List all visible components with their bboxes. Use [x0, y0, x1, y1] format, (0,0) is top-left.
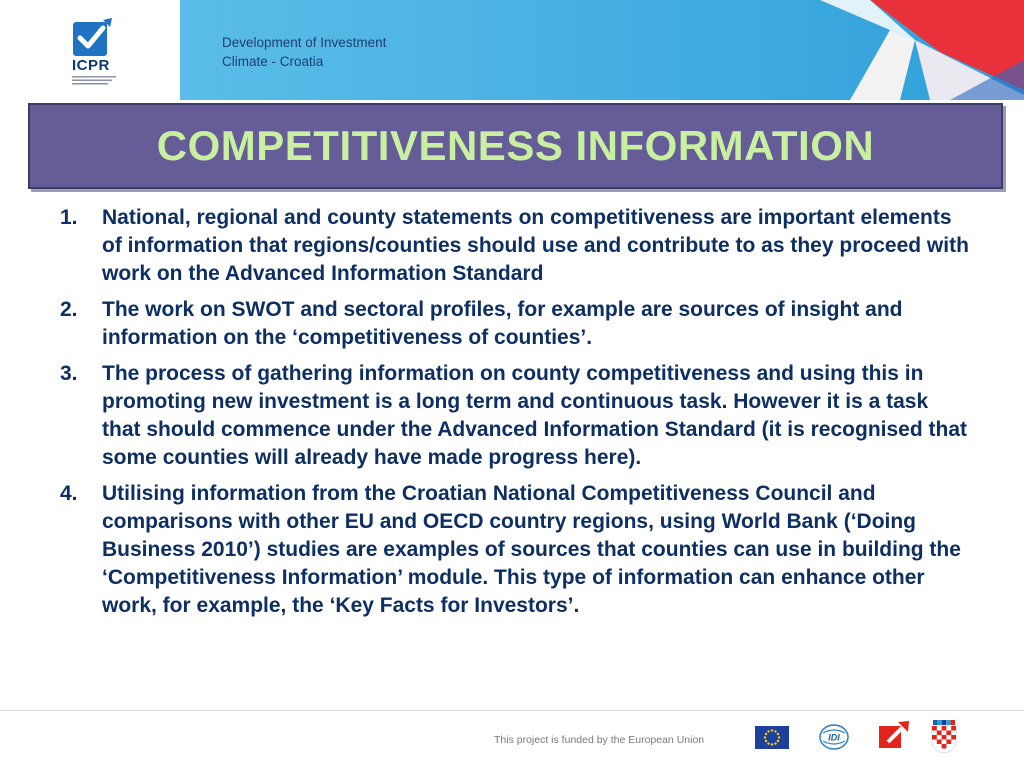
ida-logo-icon	[819, 724, 849, 750]
croatian-flag-decoration	[700, 0, 1024, 100]
list-item-text: The work on SWOT and sectoral profiles, for example are sources of insight and information on the ‘competitiveness of counties’.	[102, 298, 903, 349]
logo-text: ICPR	[72, 57, 110, 74]
logo-panel	[0, 0, 180, 100]
ida-logo-text: IDI	[828, 732, 840, 743]
list-item-number: 1.	[60, 206, 78, 229]
icpr-checkmark-icon	[73, 18, 113, 58]
list-item-text: Utilising information from the Croatian National Competitiveness Council and comparisons with other EU and OECD country regions, using World Bank (‘Doing Business 2010’) studies are examples of sources that counties can use in building the ‘Competitiveness Information’ module. This type of information can enhance other work, for example, the ‘Key Facts for Investors’.	[102, 482, 961, 617]
list-item	[60, 204, 970, 288]
slide-title: COMPETITIVENESS INFORMATION	[156, 122, 875, 169]
content-list	[60, 204, 970, 628]
footer-divider	[0, 710, 1024, 711]
list-item	[60, 480, 970, 620]
header-title	[222, 33, 386, 71]
list-item-text: National, regional and county statements on competitiveness are important elements of information that regions/counties should use and contribute to as they proceed with work on the Advanced Information Standard	[102, 206, 969, 285]
list-item-text: The process of gathering information on county competitiveness and using this in promoting new investment is a long term and continuous task. However it is a task that should commence under the Advanced Information Standard (it is recognised that some counties will already have made progress here).	[102, 362, 967, 469]
red-arrow-logo-icon	[878, 720, 910, 752]
croatian-crest-icon	[931, 720, 957, 754]
logo-subtitle-lines	[72, 75, 120, 85]
header-title-line2: Climate - Croatia	[222, 54, 324, 69]
header-title-line1: Development of Investment	[222, 35, 387, 50]
list-item	[60, 296, 970, 352]
header	[0, 0, 1024, 100]
eu-flag-icon	[755, 726, 789, 749]
list-item-number: 4.	[60, 482, 78, 505]
footer-funding-text: This project is funded by the European Union	[494, 734, 705, 746]
numbered-list	[60, 204, 970, 620]
list-item-number: 3.	[60, 362, 78, 385]
slide-title-box	[28, 103, 1003, 189]
list-item-number: 2.	[60, 298, 78, 321]
list-item	[60, 360, 970, 472]
